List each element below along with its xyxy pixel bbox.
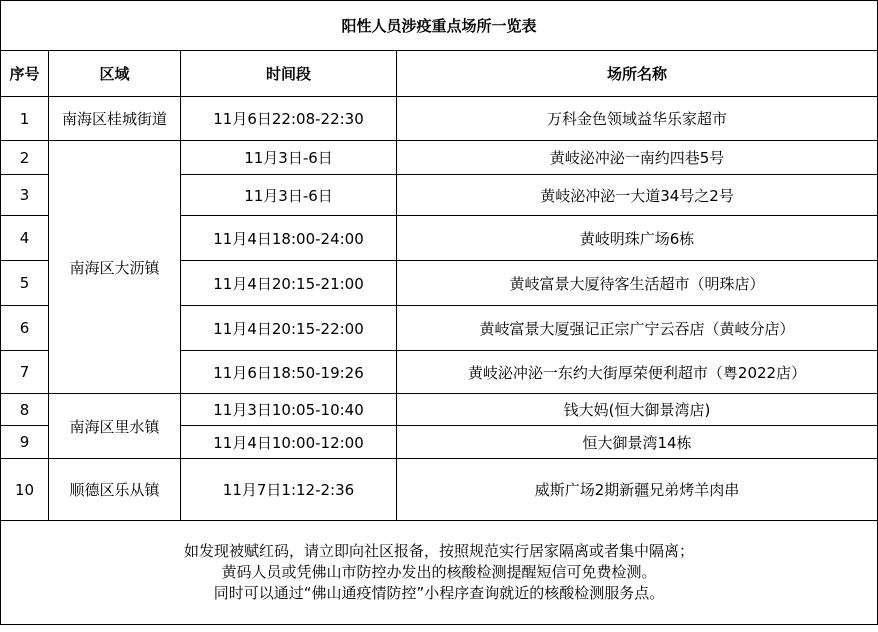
footer-row: [1, 521, 878, 625]
row-index: 4: [1, 216, 49, 261]
row-place: 黄岐富景大厦强记正宗广宁云吞店（黄岐分店）: [397, 306, 878, 351]
header-time: 时间段: [181, 51, 397, 97]
row-time: 11月6日18:50-19:26: [181, 351, 397, 394]
table-row: [1, 141, 878, 175]
row-place: 万科金色领域益华乐家超市: [397, 97, 878, 141]
row-time: 11月3日-6日: [181, 175, 397, 216]
row-time: 11月3日10:05-10:40: [181, 394, 397, 426]
header-place: 场所名称: [397, 51, 878, 97]
row-place: 威斯广场2期新疆兄弟烤羊肉串: [397, 459, 878, 521]
footer-line: 黄码人员或凭佛山市防控办发出的核酸检测提醒短信可免费检测。: [221, 563, 657, 581]
row-place: 黄岐泌冲泌一南约四巷5号: [397, 141, 878, 175]
row-area: 顺德区乐从镇: [49, 459, 181, 521]
row-place: 黄岐明珠广场6栋: [397, 216, 878, 261]
row-index: 8: [1, 394, 49, 426]
table-row: [1, 394, 878, 426]
row-place: 黄岐富景大厦待客生活超市（明珠店）: [397, 261, 878, 306]
row-index: 2: [1, 141, 49, 175]
header-row: [1, 51, 878, 97]
row-index: 7: [1, 351, 49, 394]
header-area: 区域: [49, 51, 181, 97]
table-row: [1, 459, 878, 521]
title-row: [1, 1, 878, 51]
row-time: 11月6日22:08-22:30: [181, 97, 397, 141]
table-row: [1, 97, 878, 141]
footer-line: 如发现被赋红码，请立即向社区报备，按照规范实行居家隔离或者集中隔离；: [184, 542, 695, 560]
row-area: 南海区大沥镇: [49, 141, 181, 394]
row-index: 3: [1, 175, 49, 216]
row-time: 11月3日-6日: [181, 141, 397, 175]
row-index: 10: [1, 459, 49, 521]
row-time: 11月4日20:15-22:00: [181, 306, 397, 351]
table-title: 阳性人员涉疫重点场所一览表: [1, 1, 878, 51]
row-time: 11月7日1:12-2:36: [181, 459, 397, 521]
row-time: 11月4日10:00-12:00: [181, 426, 397, 459]
row-time: 11月4日20:15-21:00: [181, 261, 397, 306]
row-place: 恒大御景湾14栋: [397, 426, 878, 459]
row-index: 6: [1, 306, 49, 351]
row-place: 黄岐泌冲泌一东约大街厚荣便利超市（粤2022店）: [397, 351, 878, 394]
row-area: 南海区里水镇: [49, 394, 181, 459]
row-index: 9: [1, 426, 49, 459]
footer-line: 同时可以通过“佛山通疫情防控”小程序查询就近的核酸检测服务点。: [213, 584, 665, 602]
row-index: 1: [1, 97, 49, 141]
row-area: 南海区桂城街道: [49, 97, 181, 141]
row-place: 钱大妈(恒大御景湾店): [397, 394, 878, 426]
row-place: 黄岐泌冲泌一大道34号之2号: [397, 175, 878, 216]
header-index: 序号: [1, 51, 49, 97]
row-index: 5: [1, 261, 49, 306]
row-time: 11月4日18:00-24:00: [181, 216, 397, 261]
footer-note: [1, 521, 878, 625]
